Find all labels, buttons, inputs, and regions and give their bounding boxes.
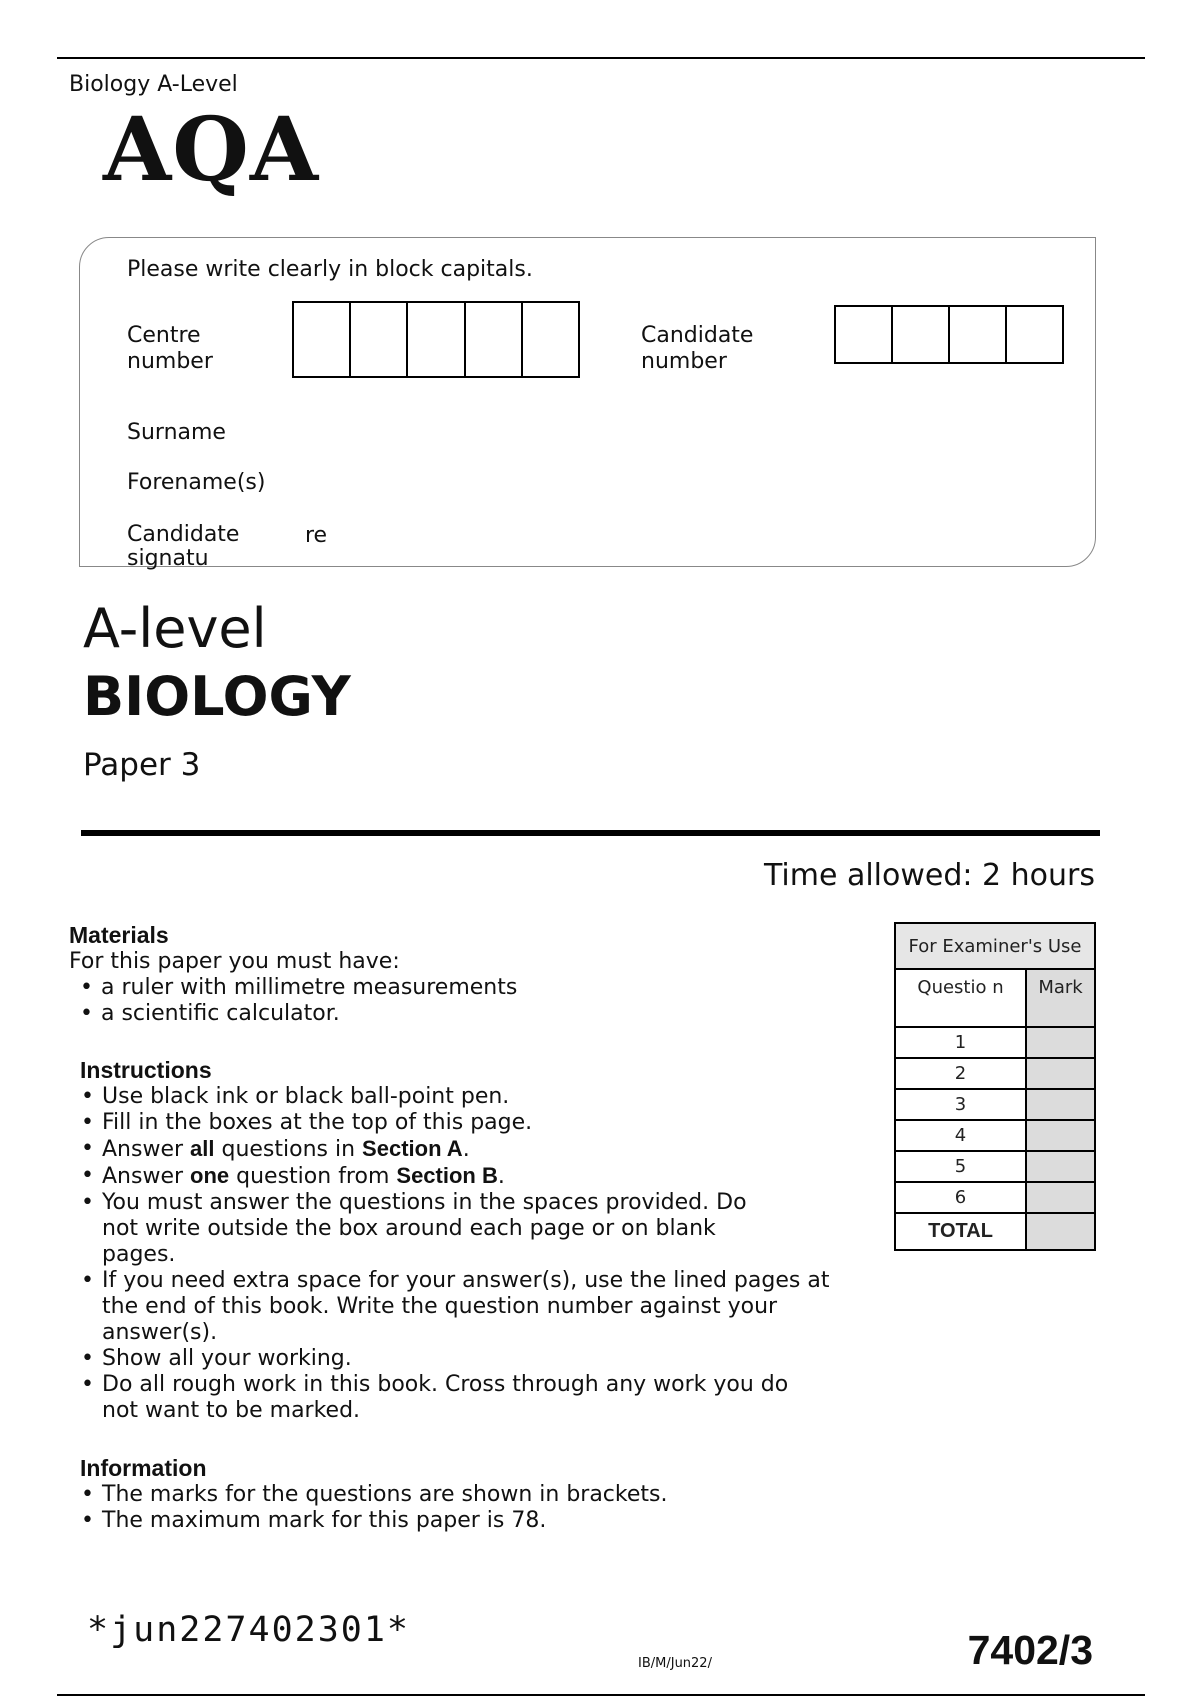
candidate-number-boxes <box>834 305 1064 364</box>
centre-number-boxes <box>292 301 580 378</box>
table-row <box>895 1089 1095 1120</box>
table-row <box>895 1182 1095 1213</box>
question-number: 3 <box>895 1089 1026 1120</box>
centre-digit-box[interactable] <box>466 303 523 376</box>
centre-digit-box[interactable] <box>523 303 578 376</box>
candidate-digit-box[interactable] <box>950 307 1007 362</box>
barcode-text: *jun227402301* <box>87 1610 411 1650</box>
list-item: • a ruler with millimetre measurements <box>79 975 849 1001</box>
subject-label: Biology A-Level <box>69 72 238 97</box>
forename-field[interactable] <box>300 462 1080 498</box>
mark-cell <box>1026 1120 1095 1151</box>
forename-label: Forename(s) <box>127 470 266 495</box>
question-number: 1 <box>895 1027 1026 1058</box>
paper-code: 7402/3 <box>967 1627 1093 1673</box>
mark-cell <box>1026 1182 1095 1213</box>
title-divider <box>81 830 1100 836</box>
candidate-digit-box[interactable] <box>836 307 893 362</box>
signature-label-line2: signatu <box>127 546 209 571</box>
signature-label-line1: Candidate <box>127 522 240 547</box>
total-label: TOTAL <box>895 1213 1026 1250</box>
mark-cell <box>1026 1151 1095 1182</box>
table-row <box>895 1120 1095 1151</box>
time-allowed: Time allowed: 2 hours <box>763 858 1095 893</box>
question-column-header: Questio n <box>895 969 1026 1027</box>
list-item: • The marks for the questions are shown in brackets. <box>80 1482 850 1508</box>
question-number: 4 <box>895 1120 1026 1151</box>
candidate-label-line1: Candidate <box>641 323 754 348</box>
candidate-number-label <box>641 323 753 375</box>
centre-label-line1: Centre <box>127 323 201 348</box>
bottom-rule <box>57 1694 1145 1696</box>
block-capitals-instruction: Please write clearly in block capitals. <box>127 257 533 282</box>
candidate-digit-box[interactable] <box>893 307 950 362</box>
mark-cell <box>1026 1058 1095 1089</box>
qualification-level: A-level <box>83 597 267 660</box>
list-item: • Show all your working. <box>80 1346 850 1372</box>
question-number: 6 <box>895 1182 1026 1213</box>
question-number: 5 <box>895 1151 1026 1182</box>
centre-digit-box[interactable] <box>294 303 351 376</box>
table-row <box>895 1027 1095 1058</box>
top-rule <box>57 57 1145 59</box>
list-item: • Answer one question from Section B. <box>80 1163 850 1190</box>
list-item: • The maximum mark for this paper is 78. <box>80 1508 850 1534</box>
information-section <box>80 1455 850 1534</box>
information-list <box>80 1482 850 1534</box>
materials-intro: For this paper you must have: <box>69 949 400 974</box>
signature-field[interactable] <box>340 515 1080 555</box>
centre-digit-box[interactable] <box>408 303 465 376</box>
candidate-label-line2: number <box>641 349 727 374</box>
mark-cell <box>1026 1027 1095 1058</box>
table-row <box>895 1151 1095 1182</box>
list-item: • Answer all questions in Section A. <box>80 1136 850 1163</box>
subject-title: BIOLOGY <box>83 665 351 728</box>
aqa-logo: AQA <box>103 97 320 201</box>
surname-field[interactable] <box>300 412 1080 448</box>
signature-label-fragment: re <box>305 523 328 548</box>
table-row <box>895 1058 1095 1089</box>
centre-digit-box[interactable] <box>351 303 408 376</box>
list-item: • Do all rough work in this book. Cross through any work you do not want to be marked. <box>80 1372 822 1424</box>
instructions-heading: Instructions <box>80 1057 212 1083</box>
list-item: • Use black ink or black ball-point pen. <box>80 1084 850 1110</box>
materials-section <box>69 922 849 1027</box>
centre-number-label <box>127 323 213 375</box>
reference-code: IB/M/Jun22/ <box>638 1656 712 1671</box>
mark-cell <box>1026 1089 1095 1120</box>
surname-label: Surname <box>127 420 226 445</box>
materials-heading: Materials <box>69 922 169 948</box>
instructions-section <box>80 1057 850 1424</box>
information-heading: Information <box>80 1455 207 1481</box>
materials-list <box>79 975 849 1027</box>
list-item: • If you need extra space for your answer(s), use the lined pages at the end of this book. Write the question number against your answer(s). <box>80 1268 872 1346</box>
list-item: • Fill in the boxes at the top of this page. <box>80 1110 850 1136</box>
list-item: • You must answer the questions in the spaces provided. Do not write outside the box around each page or on blank pages. <box>80 1190 752 1268</box>
centre-label-line2: number <box>127 349 213 374</box>
instructions-list <box>80 1084 850 1424</box>
list-item: • a scientific calculator. <box>79 1001 849 1027</box>
candidate-digit-box[interactable] <box>1007 307 1062 362</box>
paper-title: Paper 3 <box>83 747 201 783</box>
question-number: 2 <box>895 1058 1026 1089</box>
examiners-use-title: For Examiner's Use <box>895 923 1095 969</box>
signature-label <box>127 523 239 571</box>
mark-column-header: Mark <box>1026 969 1095 1027</box>
examiners-use-table <box>894 922 1096 1251</box>
total-mark-cell <box>1026 1213 1095 1250</box>
